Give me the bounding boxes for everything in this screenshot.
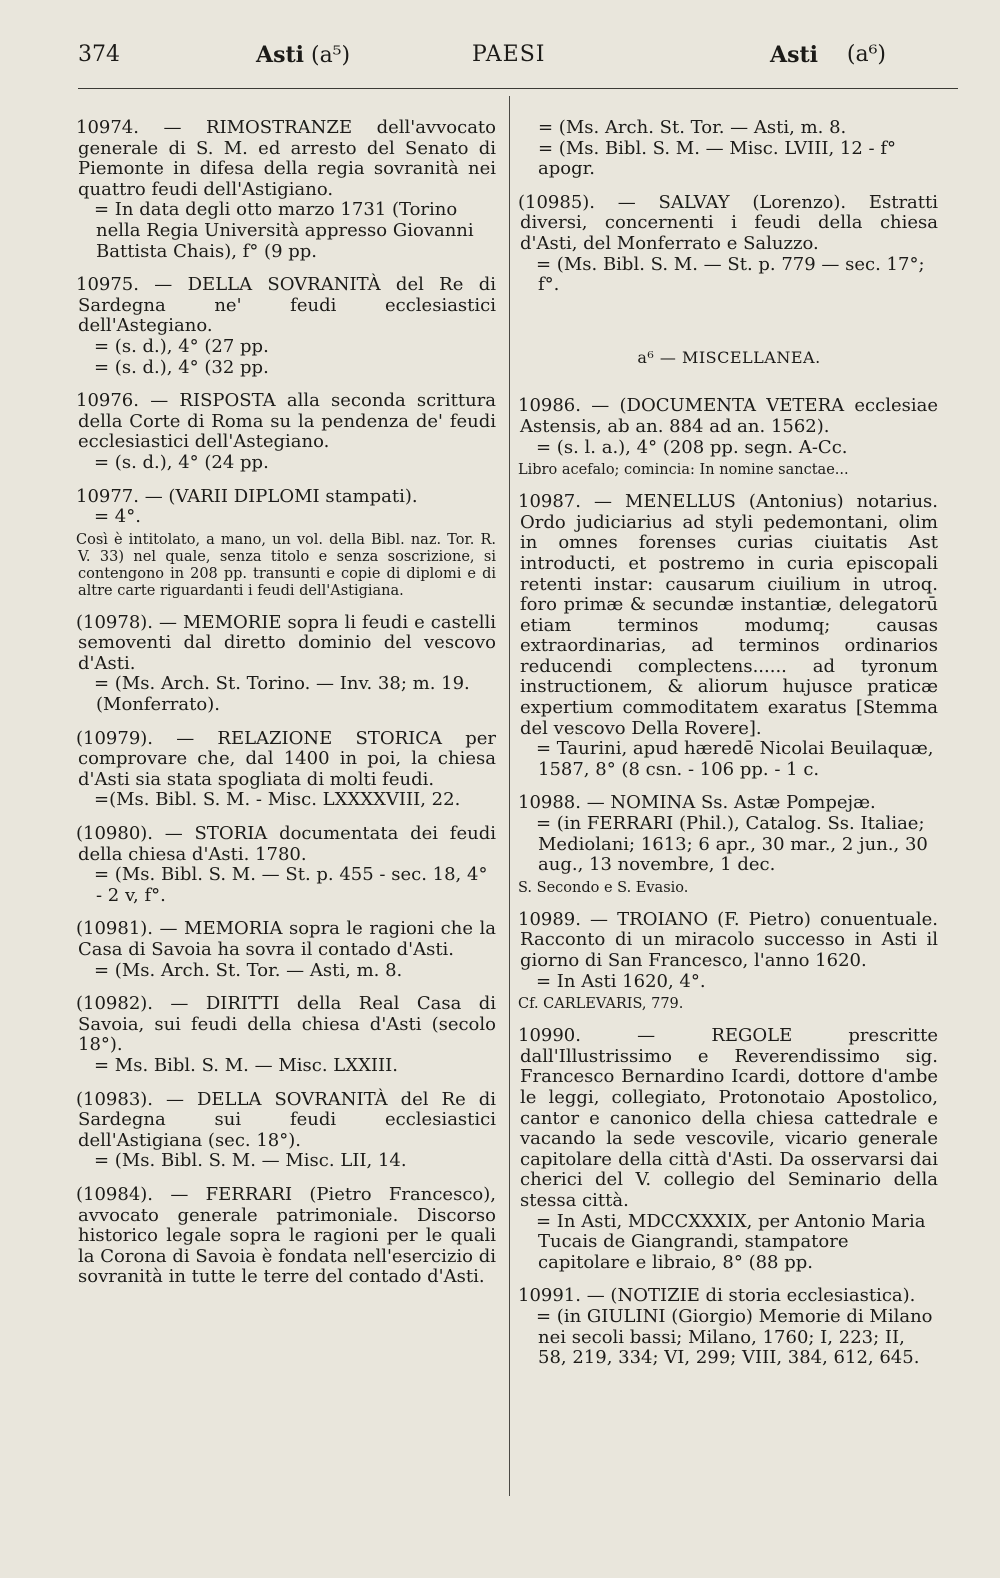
entry-text: (10983). — DELLA SOVRANITÀ del Re di Sardegna sui feudi ecclesiastici dell'Astigiana (sec. 18°). — [76, 1088, 496, 1151]
right-top-locations — [520, 118, 938, 180]
page-number: 374 — [78, 42, 120, 67]
header-right-name — [770, 42, 818, 68]
entry-text: 10987. — MENELLUS (Antonius) notarius. Ordo judiciarius ad styli pedemontani, olim in omnes forenses curias ciuitatis Ast introducti, et postremo in curia episcopali retenti instar: causarum ciuilium in utroq. foro primæ & secundæ instantiæ, delegatorū etiam terminos modumq; causas extraordinarias, ad terminos ordinarios reducendi complectens...... ad tyronum instructionem, & aliorum hujusce praticæ expertium commoditatem exaratus [Stemma del vescovo Della Rovere]. — [518, 491, 938, 739]
entry-text: 10990. — REGOLE prescritte dall'Illustrissimo e Reverendissimo sig. Francesco Bernardino Icardi, dottore d'ambe le leggi, collegiato, Protonotaio Apostolico, cantor e canonico della chiesa cattedrale e vacando la sede vescovile, vicario generale capitolare della città d'Asti. Da osservarsi dai cherici del V. collegio del Seminario della stessa città. — [518, 1025, 938, 1211]
entry-text: 10975. — DELLA SOVRANITÀ del Re di Sardegna ne' feudi ecclesiastici dell'Astegiano. — [76, 274, 496, 337]
catalog-entry — [78, 1090, 496, 1172]
entry-text: 10988. — NOMINA Ss. Astæ Pompejæ. — [518, 792, 876, 814]
right-column — [520, 118, 938, 1382]
catalog-entry — [520, 1026, 938, 1273]
entry-note: S. Secondo e S. Evasio. — [518, 879, 689, 896]
entry-text: 10991. — (NOTIZIE di storia ecclesiastica). — [518, 1285, 916, 1307]
catalog-entry — [520, 793, 938, 896]
catalog-entry — [520, 910, 938, 1013]
entry-location: = (Ms. Bibl. S. M. — St. p. 455 - sec. 18, 4° - 2 v, f°. — [94, 864, 488, 906]
entry-location: =(Ms. Bibl. S. M. - Misc. LXXXXVIII, 22. — [94, 789, 461, 811]
entry-location: = (in GIULINI (Giorgio) Memorie di Milano nei secoli bassi; Milano, 1760; I, 223; II, 58, 219, 334; VI, 299; VIII, 384, 612, 645. — [536, 1305, 933, 1369]
catalog-entry — [520, 492, 938, 780]
entry-text: (10982). — DIRITTI della Real Casa di Savoia, sui feudi della chiesa d'Asti (secolo 18°). — [76, 993, 496, 1056]
entry-location: = (Ms. Bibl. S. M. — St. p. 779 — sec. 17°; f°. — [536, 253, 925, 296]
left-column — [78, 118, 496, 1301]
running-header — [78, 42, 958, 82]
catalog-entry — [78, 729, 496, 811]
header-rule — [78, 88, 958, 89]
entry-location: = Ms. Bibl. S. M. — Misc. LXXIII. — [94, 1054, 398, 1076]
entry-text: (10978). — MEMORIE sopra li feudi e castelli semoventi dal diretto dominio del vescovo d'Asti. — [76, 611, 496, 674]
column-divider — [509, 96, 510, 1496]
entry-location: = (Ms. Arch. St. Tor. — Asti, m. 8. — [94, 959, 403, 981]
catalog-entry — [78, 1185, 496, 1288]
entry-location: = (s. l. a.), 4° (208 pp. segn. A-Cc. — [536, 436, 848, 458]
entry-text: (10984). — FERRARI (Pietro Francesco), avvocato generale patrimoniale. Discorso historico legale sopra le ragioni per le quali la Corona di Savoia è fondata nell'esercizio di sovranità in tutte le terre del contado d'Asti. — [76, 1183, 496, 1288]
catalog-entry — [78, 275, 496, 378]
entry-note: Così è intitolato, a mano, un vol. della Bibl. naz. Tor. R. V. 33) nel quale, senza titolo e senza soscrizione, si contengono in 208 pp. transunti e copie di diplomi e di altre carte riguardanti i feudi dell'Astigiana. — [76, 531, 496, 599]
entry-text: (10980). — STORIA documentata dei feudi della chiesa d'Asti. 1780. — [76, 823, 496, 865]
entry-note: Cf. CARLEVARIS, 779. — [518, 996, 684, 1013]
catalog-entry — [520, 396, 938, 479]
entry-text: (10981). — MEMORIA sopra le ragioni che la Casa di Savoia ha sovra il contado d'Asti. — [76, 918, 496, 960]
right-entries-b — [520, 396, 938, 1368]
right-entries-a — [520, 193, 938, 296]
entry-location: = 4°. — [94, 506, 141, 528]
entry-text: (10985). — SALVAY (Lorenzo). Estratti diversi, concernenti i feudi della chiesa d'Asti, del Monferrato e Saluzzo. — [518, 191, 938, 254]
catalog-entry — [78, 487, 496, 600]
catalog-entry — [78, 919, 496, 981]
catalog-entry — [78, 391, 496, 473]
entry-text: 10986. — (DOCUMENTA VETERA ecclesiae Astensis, ab an. 884 ad an. 1562). — [518, 395, 938, 437]
entry-text: 10974. — RIMOSTRANZE dell'avvocato generale di S. M. ed arresto del Senato di Piemonte in difesa della regia sovranità nei quattro feudi dell'Astigiano. — [76, 117, 496, 200]
entry-text: 10977. — (VARII DIPLOMI stampati). — [76, 485, 418, 507]
entry-note: Libro acefalo; comincia: In nomine sanctae... — [518, 462, 849, 479]
entry-location: = In Asti, MDCCXXXIX, per Antonio Maria Tucais de Giangrandi, stampatore capitolare e libraio, 8° (88 pp. — [536, 1210, 926, 1273]
catalog-entry — [78, 824, 496, 906]
entry-location: = (s. d.), 4° (32 pp. — [94, 356, 269, 378]
header-right-suffix: (a⁶) — [846, 42, 886, 67]
entry-location: = (Ms. Arch. St. Torino. — Inv. 38; m. 19. (Monferrato). — [94, 673, 470, 716]
catalog-entry — [520, 1286, 938, 1368]
entry-location: = In data degli otto marzo 1731 (Torino nella Regia Università appresso Giovanni Battista Chais), f° (9 pp. — [94, 199, 474, 262]
entry-location: = (in FERRARI (Phil.), Catalog. Ss. Italiae; Mediolani; 1613; 6 apr., 30 mar., 2 jun., 30 aug., 13 novembre, 1 dec. — [536, 813, 928, 876]
header-right-title: Asti — [770, 42, 818, 68]
catalog-entry — [78, 613, 496, 716]
entry-location: = (Ms. Arch. St. Tor. — Asti, m. 8. — [538, 117, 847, 138]
entry-location: = Taurini, apud hæredē Nicolai Beuilaquæ, 1587, 8° (8 csn. - 106 pp. - 1 c. — [536, 738, 934, 780]
entry-text: (10979). — RELAZIONE STORICA per comprovare che, dal 1400 in poi, la chiesa d'Asti sia stata spogliata di molti feudi. — [76, 727, 496, 790]
entry-location: = In Asti 1620, 4°. — [536, 970, 706, 992]
catalog-entry — [78, 118, 496, 262]
section-title: a⁶ — MISCELLANEA. — [637, 347, 821, 367]
header-left-suffix: (a⁵) — [310, 43, 351, 68]
entry-location: = (s. d.), 4° (27 pp. — [94, 335, 269, 357]
header-center-title: PAESI — [472, 42, 546, 67]
entry-text: 10989. — TROIANO (F. Pietro) conuentuale. Racconto di un miracolo successo in Asti il giorno di San Francesco, l'anno 1620. — [518, 908, 938, 971]
entry-text: 10976. — RISPOSTA alla seconda scrittura della Corte di Roma su la pendenza de' feudi ecclesiastici dell'Astegiano. — [76, 390, 496, 453]
entry-location: = (Ms. Bibl. S. M. — Misc. LVIII, 12 - f° apogr. — [538, 137, 897, 180]
header-left-title — [256, 42, 350, 68]
header-left-name: Asti — [256, 42, 304, 68]
catalog-entry — [520, 193, 938, 296]
catalog-entry — [78, 994, 496, 1076]
entry-location: = (Ms. Bibl. S. M. — Misc. LII, 14. — [94, 1150, 407, 1172]
entry-location: = (s. d.), 4° (24 pp. — [94, 451, 269, 473]
